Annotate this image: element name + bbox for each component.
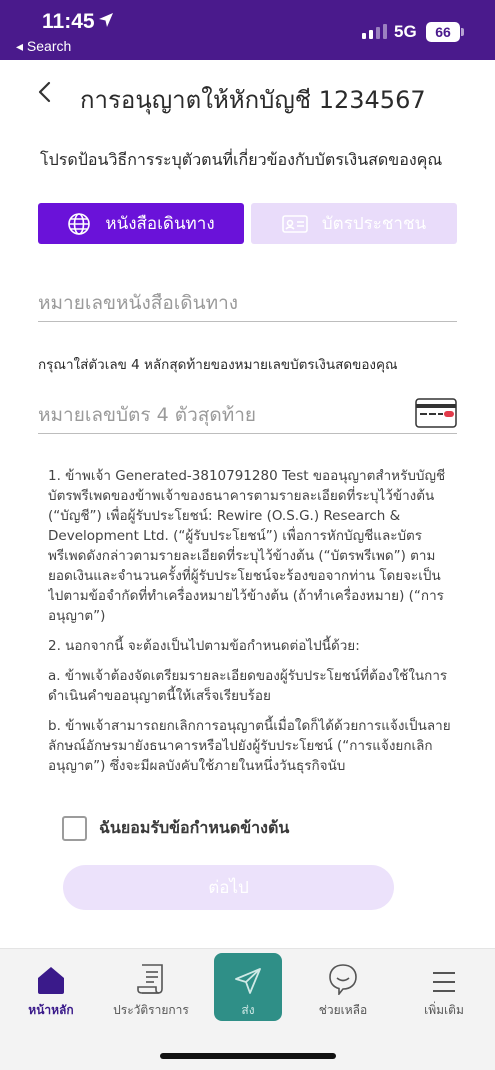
- tab-help-label: ช่วยเหลือ: [318, 1003, 368, 1017]
- status-bar: [0, 0, 495, 60]
- agree-checkbox[interactable]: [62, 816, 87, 841]
- instruction-text: โปรดป้อนวิธีการระบุตัวตนที่เกี่ยวข้องกับบัตรเงินสดของคุณ: [40, 150, 443, 169]
- passport-option-label: หนังสือเดินทาง: [105, 214, 215, 234]
- tab-help[interactable]: [298, 963, 388, 1020]
- passport-number-field: [38, 282, 457, 322]
- page-header: [0, 60, 495, 128]
- home-indicator: [160, 1053, 336, 1059]
- id-card-icon: [282, 214, 308, 234]
- card-last4-input[interactable]: [38, 394, 457, 432]
- receipt-icon: [106, 963, 196, 995]
- chat-bubble-icon: [298, 963, 388, 995]
- battery-tip: [461, 28, 464, 36]
- card-helper-text: กรุณาใส่ตัวเลข 4 หลักสุดท้ายของหมายเลขบัตรเงินสดของคุณ: [38, 357, 398, 373]
- terms-paragraph: b. ข้าพเจ้าสามารถยกเลิกการอนุญาตนี้เมื่อใดก็ได้ด้วยการแจ้งเป็นลายลักษณ์อักษรมายังธนาคารหรือไปยังผู้รับประโยชน์ (“การแจ้งยกเลิกอนุญาต”) ซึ่งจะมีผลบังคับใช้ภายในหนึ่งวันธุรกิจนับ: [48, 718, 451, 774]
- terms-paragraph: 1. ข้าพเจ้า Generated-3810791280 Test ขออนุญาตสำหรับบัญชีบัตรพรีเพดของข้าพเจ้าของธนาคารตามรายละเอียดที่ระบุไว้ข้างต้น (“บัญชี”) เพื่อผู้รับประโยชน์: Rewire (O.S.G.) Research & Development Ltd. (“ผู้รับประโยชน์”) เพื่อการหักบัญชีและบัตรพรีเพดดังกล่าวตามรายละเอียดที่ระบุไว้ข้างต้น (“บัตรพรีเพด”) ตามยอดเงินและจำนวนครั้งที่ผู้รับประโยชน์จะร้องขอจากท่าน โดยจะเป็นไปตามข้อจำกัดที่ทำเครื่องหมายไว้ข้างต้น (ถ้าทำเครื่องหมาย) (“การอนุญาต”): [48, 468, 446, 624]
- globe-icon: [67, 212, 91, 236]
- terms-paragraph: 2. นอกจากนี้ จะต้องเป็นไปตามข้อกำหนดต่อไปนี้ด้วย:: [48, 638, 360, 654]
- page-title: การอนุญาตให้หักบัญชี 1234567: [80, 86, 426, 114]
- idcard-option-label: บัตรประชาชน: [321, 214, 427, 234]
- menu-icon: [399, 963, 489, 995]
- passport-option-button[interactable]: [38, 203, 244, 244]
- send-label: ส่ง: [241, 1003, 255, 1017]
- credit-card-icon[interactable]: [415, 398, 457, 432]
- signal-icon: [362, 24, 387, 39]
- home-icon: [6, 963, 96, 995]
- terms-paragraph: a. ข้าพเจ้าต้องจัดเตรียมรายละเอียดของผู้รับประโยชน์ที่ต้องใช้ในการดำเนินคำขออนุญาตนี้ให้เสร็จเรียบร้อย: [48, 668, 448, 704]
- agree-label: ฉันยอมรับข้อกำหนดข้างต้น: [99, 818, 290, 837]
- tab-history-label: ประวัติรายการ: [113, 1003, 189, 1017]
- network-type: 5G: [394, 22, 417, 41]
- agree-row[interactable]: [62, 816, 289, 841]
- back-button[interactable]: [36, 80, 56, 104]
- terms-text[interactable]: [48, 466, 454, 788]
- location-arrow-icon: [98, 12, 114, 32]
- passport-number-input[interactable]: [38, 282, 457, 320]
- idcard-option-button[interactable]: [251, 203, 457, 244]
- battery-icon: 66: [426, 22, 460, 42]
- tab-home-label: หน้าหลัก: [28, 1003, 74, 1017]
- tab-home[interactable]: [6, 963, 96, 1020]
- tab-more[interactable]: [399, 963, 489, 1020]
- status-time: 11:45: [42, 10, 95, 33]
- tab-more-label: เพิ่มเติม: [424, 1003, 464, 1017]
- tab-history[interactable]: [106, 963, 196, 1020]
- back-to-app-link[interactable]: ◂ Search: [16, 38, 72, 54]
- card-last4-field: [38, 394, 457, 434]
- paper-plane-icon: [234, 967, 262, 999]
- send-button[interactable]: [214, 953, 282, 1021]
- next-button[interactable]: ต่อไป: [63, 865, 394, 910]
